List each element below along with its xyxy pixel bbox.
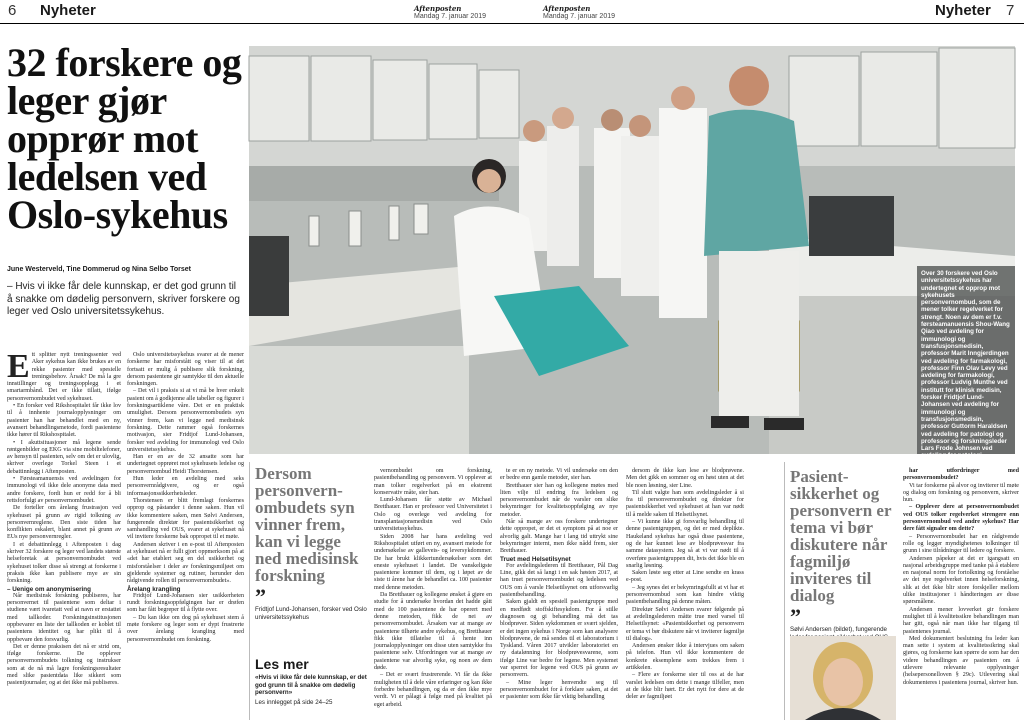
paragraph: Med dokumentert beslutning fra leder kan man sette i system at kvalitetssikring skal gjøres, og forskerne kan spørre de som har den videre behandlingen av pasienten om å utlevere relevante opplysninger (helsepersonelloven § 29c). Utlevering skal dokumenteres i pasientens journal, skriver hun. [903,635,1019,686]
paragraph: – Vi kunne ikke gi forsvarlig behandling til denne pasientgruppen, og det er med deplikte. Haukeland sykehus har også disse pasientene, og de har kunnet lese av blodprøvesvar fra samme datasystem. Jeg så at vi var nødt til å overføre pasientgruppen dit, hvis det ikke ble en snarlig løsning. [626,519,744,569]
paragraph: • Førsteamanuensis ved avdelingen for immunologi vil ikke dele anonyme data med andre forskere, fordi hun er redd for å bli rettsforfulgt av personvernombudet. [7,476,121,504]
subheading: – Uenige om anonymisering [7,585,91,593]
paragraph: Fridtjof Lund-Johansen sier usikkerheten rundt forskningsoppfølgingen har er drøfen som har fått begreper til å flytte over. [127,592,244,614]
paragraph: • I akuttsituasjoner må legene sende røntgenbilder og EKG via sine mobiltelefoner, av hensyn til pasienten, selv om det er ulovlig, skriver overlege Torkel Steen i et debattinnlegg i Aftenposten. [7,439,121,475]
paragraph: Andersen ønsker ikke å intervjues om saken på telefon. Hun vil ikke kommentere de konkrete eksemplene som trekkes frem i artikkelen. [626,643,744,672]
paragraph: Saken løste seg etter at Line sendte en krass e-post. [626,570,744,584]
paragraph: dersom de ikke kan lese av blodprøvene. Men det gikk en sommer og en høst uten at det ble noen løsning, sier Line. [626,468,744,489]
body-column-4 [500,468,618,720]
paragraph: Når så mange av oss forskere undertegner dette oppropet, er det et symptom på at noe er alvorlig galt. Mange har i lang tid uttrykt sine bekymringer internt, men ikke nådd frem, sier Bretthauer. [500,519,618,555]
body-column-2 [127,352,244,720]
paragraph: – Flere av forskerne sier til oss at de har varslet ledelsen om dette i mange tilfeller, men at de ikke blir hørt. Er det nytt for dere at de deler av fagmiljøet [626,672,744,701]
lead-photo [249,46,1015,468]
pull-quote-text: Dersom personvern-ombudets syn vinner frem, kan vi legge ned medisinsk forskning [255,464,359,585]
read-more-pages: Les innlegget på side 24–25 [255,698,333,706]
pull-quote-source: Sølvi Andersen (bildet), fungerende [790,626,887,633]
paragraph: Oslo universitetssykehus svarer at de mener forskerne har misforstått og viser til at det fortsatt er mulig å publisere slik forskning, dersom pasientene gir samtykke til den aktuelle forskningen. [127,352,244,388]
paragraph: • En forsker ved Rikshospitalet får ikke lov til å innhente journalopplysninger om pasienter han har behandlet med en ny, avansert behandlingsmetode, fordi pasientene ikke hører til Rikshospitalet. [7,403,121,439]
issue-date: Mandag 7. januar 2019 [543,13,615,20]
pull-quote-text: Pasient-sikkerhet og personvern er tema vi bør diskutere når fagmiljø inviteres til dialog [790,467,892,605]
paragraph: Vi tar forskerne på alvor og inviterer til møte og dialog om forskning og personvern, skriver hun. [903,482,1019,504]
paragraph: Direktør Sølvi Andersen svarer følgende på at avdelingslederen måtte true med varsel til Helsetilsynet: «Pasientsikkerhet og personvern er tema vi bør diskutere når vi inviterer fagmiljø til dialog». [626,606,744,642]
paragraph: – Det er svært frustrerende. Vi får da ikke muligheten til å dele våre erfaringer og kan ikke forbedre behandlingen, og da er den ikke mye verdt. Vi er pålagt å følge med på kvalitet på eget arbeid. [374,672,492,708]
portrait-image [790,636,896,720]
paragraph: Når medisinsk forskning publiseres, har personvernet til pasientene som deltar i studiene vært ivaretatt ved at navn er erstattet med tallkoder. Forskningsinstitusjonen oppbevarer en liste der tallkoden er koblet til pasientens identitet og har plikt til å oppbevare den forsvarlig. [7,592,121,643]
paragraph: Saken gjaldt en spesiell pasientgruppe med en medfødt stoffskiftesykdom. For å stille diagnosen og gi behandling må det tas blodprøver. Siden sykdommen er svært sjelden, er det ingen sykehus i Norge som kan analysere blodprøvene, de må sendes til et laboratorium i Tyskland. Våren 2017 utvikler laboratoriet en ny datalønning for blodprøvesvarene, som ifølge Line var bedre for legene. Men systemet var sperret for legene ved OUS på grunn av personvern. [500,599,618,679]
body-column-6 [903,468,1019,720]
quote-mark-icon: ” [790,604,801,629]
paragraph: te er en ny metode. Vi vil undersøke om den er bedre enn gamle metoder, sier han. [500,468,618,482]
paragraph: De forteller om årelang frustrasjon ved sykehuset på grunn av rigid tolkning av personvernreglene. Den siste tiden har konflikten eskalert, blant annet på grunn av EUs nye personvernregler. [7,505,121,541]
paragraph: Da Bretthauer og kollegene ønsket å gjøre en studie for å undersøke hvordan det hadde gått med de 100 pasientene de har operert med denne metoden, fikk de nei av personvernombudet. Årsaken var at mange av pasientene tilhørte andre sykehus, og Bretthauer fikk ikke tillatelse til å hente inn journalopplysninger om disse uten samtykke fra pasientene selv. Utfordringen var at mange av pasientene var alvorlig syke, og noen av dem døde. [374,592,492,672]
paragraph: Andersen påpeker at det er igangsatt en nasjonal arbeidsgruppe med tanke på å etablere en nasjonal norm for fortolkning og forståelse av det nye regelverket innen helseforskning, slik at det ikke blir store forskjeller mellom ulike institusjoner i håndteringen av disse spørsmålene. [903,555,1019,606]
paragraph: Bretthauer sier han og kollegene møtes med liten vilje til endring fra ledelsen og personvernombudet når de varsler om slike bekymringer for kvalitetsoppfølging av nye metoder. [500,482,618,518]
photo-caption [921,270,1011,469]
section-label-right: Nyheter [935,2,991,19]
paragraph: Andersen skriver i en e-post til Aftenposten at sykehuset nå er fullt gjort oppmerksom på at «det har etablert seg en del usikkerhet og misforståelser i deler av forskningsmiljøet om gjeldende systemer og rutiner, herunder den rådgivende rollen til personvernombudet». [127,541,244,585]
paragraph: I et debattinnlegg i Aftenposten i dag skriver 32 forskere og leger ved landets største helseforetak at personvernombudet ved sykehuset tolker disse så strengt at forskerne i praksis ikke kan publisere mye av sin forskning. [7,541,121,585]
publication-name: Aftenposten [543,4,591,13]
subheading: Årelang krangling [127,585,181,593]
drop-cap: E [7,348,30,385]
page-number-right: 7 [1006,2,1015,19]
masthead-right [543,4,615,21]
paragraph: Andersen mener lovverket gir forskere mulighet til å kvalitetssikre behandlingen man har gitt, også når man ikke har tilgang til pasientenes journal. [903,606,1019,635]
column-rule [784,462,785,720]
paragraph: Ett splitter nytt treningssenter ved Aker sykehus kan ikke brukes av en rekke pasienter med spesielle treningsbehov. Årsak? De må la gre innstillinger og treningsopplegg i et smartarmbånd. Det er ikke tillatt, ifølge personvernombudet ved sykehuset. [7,348,121,402]
body-column-1 [7,348,121,720]
photo-credit: FOTO: TOR STENERSEN [921,461,984,468]
paragraph: Siden 2008 har hans avdeling ved Rikshospitalet utført en ny, avansert metode for undersøkelse av galleveis- og leversykdommer. De har brukt klikkertundersøkelser som det eneste sykehuset i landet. De vanskeligste pasientene kommer til dem, og i løpet av de siste ti årene har de behandlet ca. 100 pasienter med denne metoden. [374,533,492,591]
header-rule [0,23,1024,24]
page-number-left: 6 [8,2,17,19]
paragraph: Lund-Johansen får støtte av Michael Bretthauer. Han er professor ved Universitetet i Oslo og overlege ved avdeling for transplantasjonsmedisin ved Oslo universitetssykehus. [374,497,492,533]
paragraph: har utfordringer med personvernombudet? [903,468,1019,482]
paragraph: – Du kan ikke om dog på sykehuset stem å møte forskere og leger som er dypt frustrerte over årelang krangling med personvernombudet om forskning. [127,614,244,643]
headline: 32 forskere og leger gjør opprør mot ledelsen ved Oslo-sykehus [7,40,242,237]
pull-quote-1 [255,465,367,621]
section-label-left: Nyheter [40,2,96,19]
ingress: – Hvis vi ikke får dele kunnskap, er det god grunn til å snakke om dødelig personvern, skriver forskere og leger ved Oslo universitetssykehus. [7,281,240,317]
paragraph: Han er en av de 32 ansatte som har undertegnet opprøret mot sykehusets ledelse og personvernombud Heidi Thorstensen. [127,454,244,475]
subheading: Truet med Helsetilsynet [500,555,571,563]
quote-mark-icon: ” [255,584,266,609]
pull-quote-2 [790,468,896,641]
paragraph: – Jeg synes det er bekymringsfullt at vi har et personvernombud som kan hindre viktig pasientbehandling på denne måten. [626,584,744,606]
read-more-box[interactable] [255,656,367,706]
paragraph: – Opplever dere at personvernombudet ved OUS tolker regelverket strengere enn personvernombud ved andre sykehus? Har dere fått signaler om dette? [903,504,1019,533]
paragraph: – Det vil i praksis si at vi må be hver enkelt pasient om å godkjenne alle tabeller og figurer i forskningsartiklene våre. Det er en praktisk umulighet. Dersom personvernombudets syn vinner frem, kan vi legge ned medisinsk forskning. Dette rammer også forskernes motivasjon, sier Fridtjof Lund-Johansen, forsker ved avdeling for immunologi ved Oslo universitetssykehus. [127,388,244,453]
paragraph: For avdelingslederen til Bretthauer, Pål Dag Line, gikk det så langt i en sak høsten 2017, at han truet personvernombudet og ledelsen ved OUS om å varsle Helsetilsynet om utforsvarlig pasientbehandling. [500,562,618,599]
paragraph: vernombudet om forskning, pasientbehandling og personvern. Vi opplever at man tolker regelverket på en ekstremt konservativ måte, sier han. [374,468,492,496]
read-more-text: «Hvis vi ikke får dele kunnskap, er det god grunn til å snakke om dødelig personvern» [255,674,367,696]
body-column-3 [374,468,492,720]
paragraph: Thorstensen er blitt fremlagt forskernes opprop og påstander i denne saken. Hun vil ikke kommentere saken, men Sølvi Andersen, fungerende direktør for pasientsikkerhet og samhandling ved OUS, svarer at sykehuset nå vil invitere forskerne bak oppropet til et møte. [127,497,244,541]
paragraph: Til slutt valgte han som avdelingsleder å si fra til personvernombudet og direktør for pasientsikkerhet ved sykehuset at han var nødt til å melde saken til Helsetilsynet. [626,489,744,518]
byline: June Westerveld, Tine Dommerud og Nina Selbo Torset [7,266,191,273]
publication-name: Aftenposten [414,4,462,13]
column-rule [249,462,250,720]
lab-group-photo [249,46,1015,454]
caption-text: Over 30 forskere ved Oslo universitetssykehus har undertegnet et opprop mot sykehusets personvernombud, som de mener tolker regelverket for strengt. Noen av dem er f.v. førsteamanuensis Shou-Wang Qiao ved avdeling for immunologi og transfusjonsmedisin, professor Marit Inngjerdingen ved avdeling for farmakologi, professor Finn Olav Levy ved avdeling for farmakologi, professor Ludvig Munthe ved institutt for klinisk medisin, forsker Fridtjof Lund-Johansen ved avdeling for immunologi og transfusjonsmedisin, professor Guttorm Haraldsen ved avdeling for patologi og professor og forskningsleder Lars Frode Johnsen ved avdeling for patologi. [921,270,1010,460]
portrait-photo [790,636,896,720]
read-more-heading: Les mer [255,656,309,672]
masthead-left [414,4,486,21]
issue-date: Mandag 7. januar 2019 [414,13,486,20]
pull-quote-source: Fridtjof Lund-Johansen, forsker ved Oslo universitetssykehus [255,606,367,621]
paragraph: – Mine leger henvendte seg til personvernombudet for å forklare saken, at det er pasienter som ikke får viktig behandling [500,679,618,701]
body-column-5 [626,468,744,720]
paragraph: Hun leder en avdeling med seks personvernrådgivere, og er også informasjonssikkerhetsleder. [127,476,244,497]
paragraph: – Personvernombudet har en rådgivende rolle og legger myndighetenes tolkninger til grunn i sine tilrådninger til ledere og forskere. [903,533,1019,555]
paragraph: Det er denne praksisen det nå er strid om, ifølge forskerne. De opplever personvernombudets tolkning og instrukser som at de nå må lagre forskningsresultater med slike pasientdata like sikkert som pasientjournaler, og at det ikke må publiseres. [7,643,121,687]
